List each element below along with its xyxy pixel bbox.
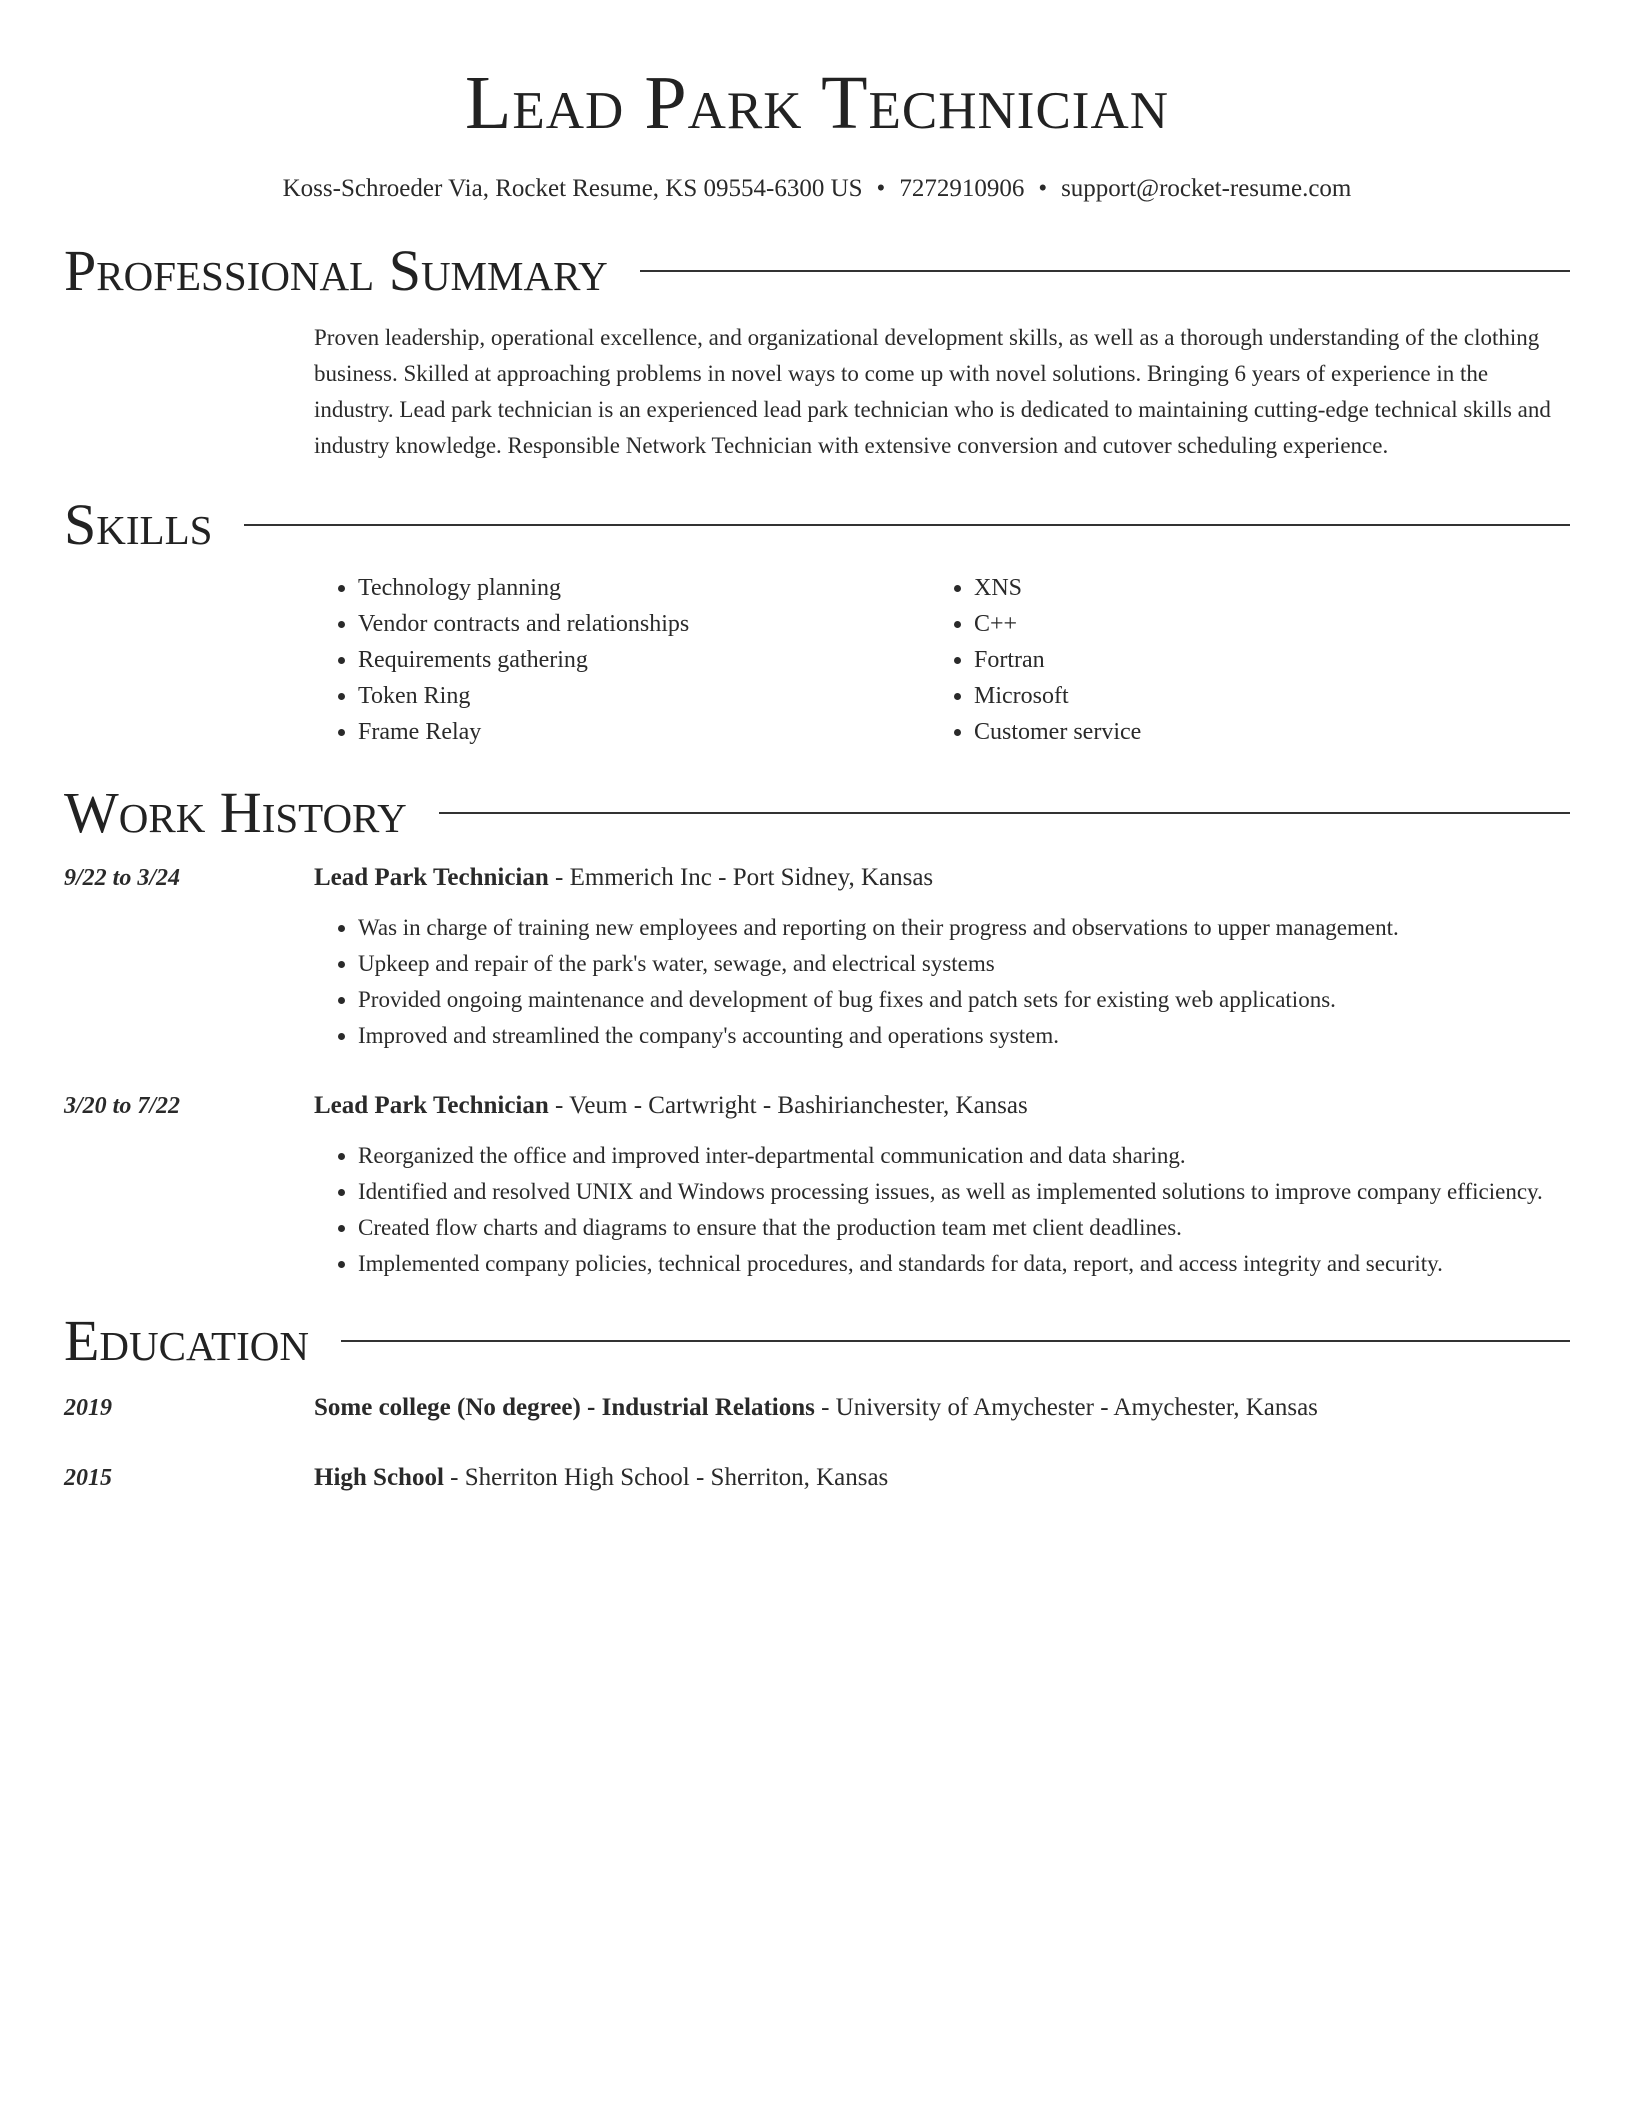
- resume-page: [64, 0, 1570, 1496]
- skills-section-title: Skills: [64, 492, 213, 557]
- work-entry: [64, 1088, 1570, 1282]
- resume-name: Lead Park Technician: [464, 61, 1170, 145]
- summary-text: Proven leadership, operational excellence, and organizational development skills, as well as a thorough understanding of the clothing business. Skilled at approaching problems in novel ways to come up with novel solutions. Bringing 6 years of experience in the industry. Lead park technician is an experienced lead park technician who is dedicated to maintaining cutting-edge technical skills and industry knowledge. Responsible Network Technician with extensive conversion and cutover scheduling experience.: [314, 325, 1551, 458]
- education-body: [314, 1460, 1570, 1496]
- skill-item: • Token Ring: [358, 678, 930, 714]
- education-degree: High School: [314, 1464, 444, 1491]
- skill-item: • Microsoft: [974, 678, 1546, 714]
- work-dates: 3/20 to 7/22: [64, 1093, 181, 1119]
- job-title: Lead Park Technician: [314, 864, 549, 891]
- work-section-title: Work History: [64, 780, 407, 845]
- contact-separator: •: [876, 175, 886, 202]
- education-body: [314, 1390, 1570, 1426]
- skill-item: • Requirements gathering: [358, 642, 930, 678]
- job-details: - Veum - Cartwright - Bashirianchester, Kansas: [548, 1092, 1028, 1119]
- skills-column-right: [930, 570, 1546, 750]
- education-section-header: [64, 1308, 1570, 1374]
- work-section-header: [64, 780, 1570, 846]
- education-year: 2019: [64, 1395, 112, 1421]
- work-entry: [64, 860, 1570, 1054]
- work-body: [314, 860, 1570, 1054]
- summary-section-header: [64, 238, 1570, 304]
- education-heading: [314, 1460, 1570, 1496]
- work-bullet: • Was in charge of training new employees and reporting on their progress and observations to upper management.: [358, 910, 1570, 946]
- education-entry: [64, 1460, 1570, 1496]
- section-divider: [341, 1340, 1570, 1342]
- job-title: Lead Park Technician: [314, 1092, 549, 1119]
- skills-list: [314, 570, 1570, 750]
- education-heading: [314, 1390, 1570, 1426]
- work-bullets: [314, 1138, 1570, 1282]
- section-divider: [640, 270, 1570, 272]
- work-bullet: • Provided ongoing maintenance and development of bug fixes and patch sets for existing web applications.: [358, 982, 1570, 1018]
- work-heading: [314, 1088, 1570, 1124]
- skill-item: • Vendor contracts and relationships: [358, 606, 930, 642]
- work-dates: 9/22 to 3/24: [64, 865, 181, 891]
- skill-item: • Technology planning: [358, 570, 930, 606]
- education-entry: [64, 1390, 1570, 1426]
- education-degree: Some college (No degree) - Industrial Relations: [314, 1394, 815, 1421]
- education-year: 2015: [64, 1465, 112, 1491]
- section-divider: [244, 524, 1570, 526]
- contact-address: Koss-Schroeder Via, Rocket Resume, KS 09554-6300 US: [282, 175, 863, 202]
- work-bullet: • Upkeep and repair of the park's water, sewage, and electrical systems: [358, 946, 1570, 982]
- skill-item: • XNS: [974, 570, 1546, 606]
- work-heading: [314, 860, 1570, 896]
- work-bullet: • Improved and streamlined the company's accounting and operations system.: [358, 1018, 1570, 1054]
- contact-phone: 7272910906: [899, 175, 1025, 202]
- skill-item: • Customer service: [974, 714, 1546, 750]
- education-section-title: Education: [64, 1308, 309, 1373]
- work-bullet: • Implemented company policies, technical procedures, and standards for data, report, and access integrity and security.: [358, 1246, 1570, 1282]
- contact-email: support@rocket-resume.com: [1061, 175, 1352, 202]
- work-bullet: • Created flow charts and diagrams to ensure that the production team met client deadlines.: [358, 1210, 1570, 1246]
- work-bullets: [314, 910, 1570, 1054]
- education-details: - Sherriton High School - Sherriton, Kansas: [443, 1464, 889, 1491]
- education-details: - University of Amychester - Amychester, Kansas: [814, 1394, 1318, 1421]
- contact-line: [64, 174, 1570, 204]
- skills-column-left: [314, 570, 930, 750]
- job-details: - Emmerich Inc - Port Sidney, Kansas: [548, 864, 934, 891]
- contact-separator: •: [1038, 175, 1048, 202]
- skills-section-header: [64, 492, 1570, 558]
- skill-item: • Fortran: [974, 642, 1546, 678]
- work-bullet: • Identified and resolved UNIX and Windows processing issues, as well as implemented solutions to improve company efficiency.: [358, 1174, 1570, 1210]
- section-divider: [439, 812, 1570, 814]
- work-bullet: • Reorganized the office and improved inter-departmental communication and data sharing.: [358, 1138, 1570, 1174]
- summary-section-title: Professional Summary: [64, 238, 608, 303]
- work-body: [314, 1088, 1570, 1282]
- skill-item: • C++: [974, 606, 1546, 642]
- skill-item: • Frame Relay: [358, 714, 930, 750]
